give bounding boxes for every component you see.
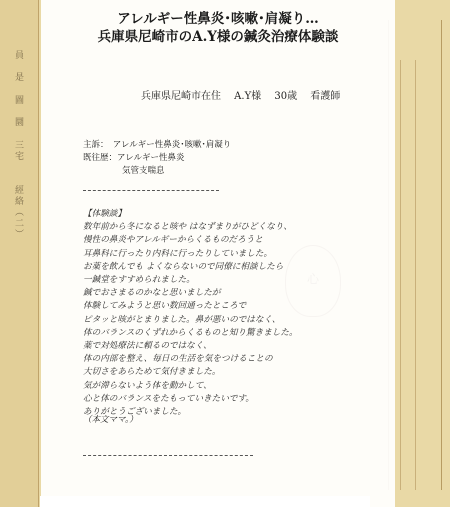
title-line-1: アレルギー性鼻炎･咳嗽･肩凝り… — [117, 11, 319, 27]
experience-line: ピタッと咳がとまりました。鼻が悪いのではなく、 — [83, 314, 281, 325]
bottom-panel — [40, 496, 370, 507]
medical-history: 既往歴：アレルギー性鼻炎 — [83, 153, 185, 163]
experience-line: 心と体のバランスをたもっていきたいです。 — [83, 393, 254, 404]
experience-line: 気が滞らないよう体を動かして、 — [83, 380, 212, 391]
author-info: 兵庫県尼崎市在住 A.Y様 30歳 看護師 — [141, 91, 341, 102]
chart-label: 員 是 — [13, 50, 23, 83]
experience-line: 薬で対処療法に頼るのではなく、 — [83, 341, 212, 352]
chart-right-frame — [388, 20, 442, 490]
page-title — [41, 10, 395, 46]
medical-history-extra: 気管支喘息 — [122, 166, 165, 176]
original-text-note: （本文ママ。） — [83, 415, 138, 425]
experience-line: お薬を飲んでも よくならないので同僚に相談したら — [83, 261, 284, 272]
experience-line: ありがとうございました。 — [83, 407, 187, 418]
complaint-section — [83, 139, 231, 178]
chart-label: 圖 圜 — [13, 95, 23, 128]
testimonial-document — [41, 0, 395, 507]
experience-line: 鍼でおさまるのかなと思いましたが — [83, 288, 221, 299]
title-line-2: 兵庫県尼崎市のA.Y様の鍼灸治療体験談 — [97, 29, 339, 45]
experience-line: 大切さをあらためて気付きました。 — [83, 367, 221, 378]
experience-line: 耳鼻科に行ったり内科に行ったりしていました。 — [83, 248, 273, 259]
experience-line: 体の内部を整え、毎日の生活を気をつけることの — [83, 354, 273, 365]
experience-line: 体験してみようと思い数回通ったところで — [83, 301, 247, 312]
experience-line: 慢性の鼻炎やアレルギーからくるものだろうと — [83, 235, 263, 246]
experience-section — [83, 208, 298, 419]
chart-label: 三宅 — [13, 140, 23, 162]
separator-top — [83, 190, 219, 191]
experience-heading: 【体験談】 — [83, 209, 126, 219]
chart-left-margin — [0, 0, 39, 507]
main-complaint: 主訴： アレルギー性鼻炎･咳嗽･肩凝り — [83, 140, 232, 150]
chart-label: 經絡（二） — [13, 185, 23, 240]
experience-line: 一鍼堂をすすめられました。 — [83, 275, 195, 286]
experience-line: 数年前から冬になると咳や はなずまりがひどくなり、 — [83, 222, 292, 233]
separator-bottom — [83, 455, 253, 456]
experience-line: 体のバランスのくずれからくるものと知り驚きました。 — [83, 327, 298, 338]
